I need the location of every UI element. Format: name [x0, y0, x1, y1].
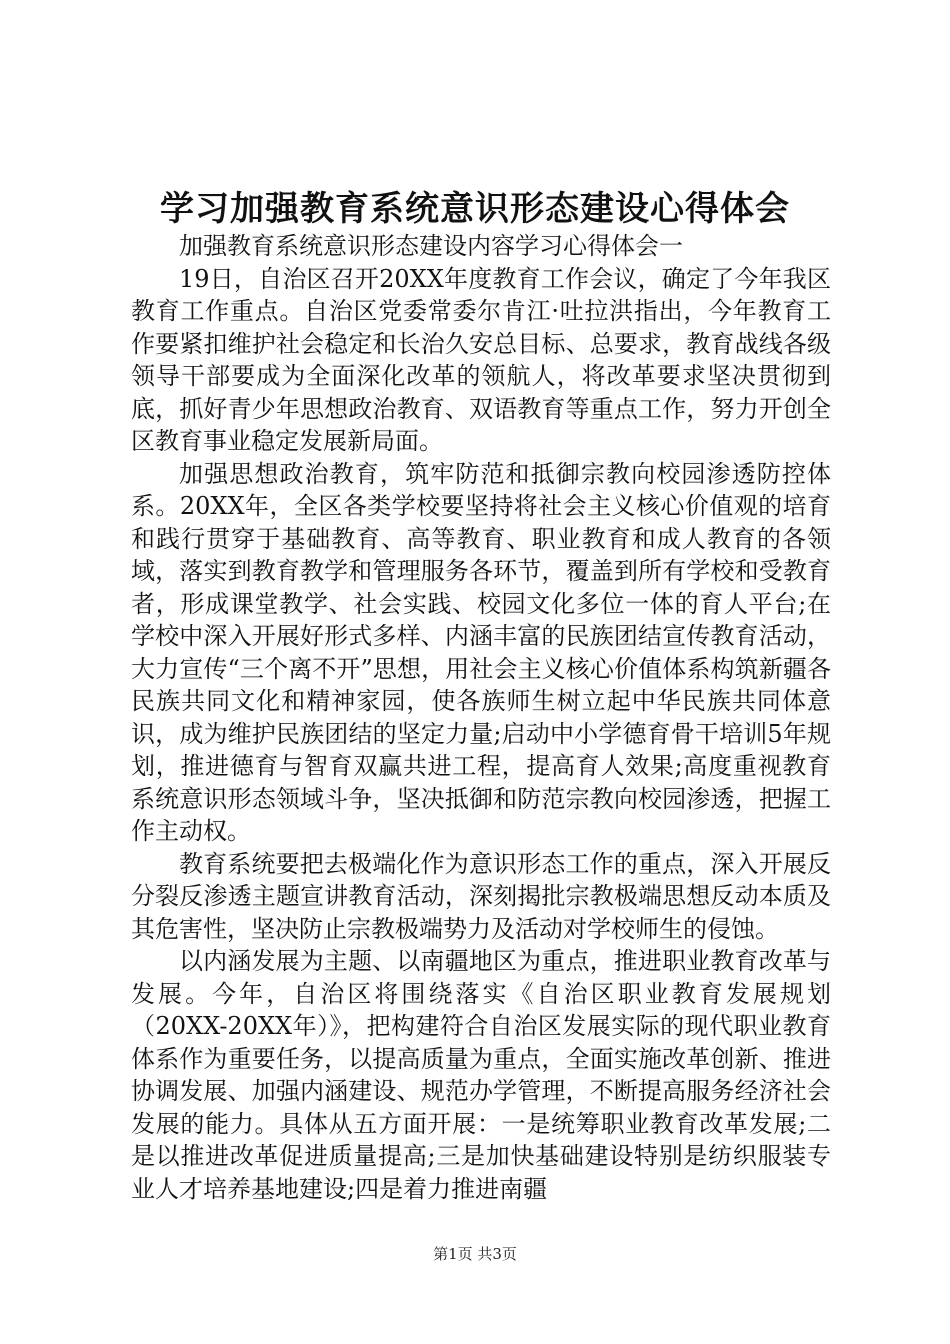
body-paragraph: 加强思想政治教育，筑牢防范和抵御宗教向校园渗透防控体系。20XX年，全区各类学校要坚持将社会主义核心价值观的培育和践行贯穿于基础教育、高等教育、职业教育和成人教育的各领域，落实到教育教学和管理服务各环节，覆盖到所有学校和受教育者，形成课堂教学、社会实践、校园文化多位一体的育人平台;在学校中深入开展好形式多样、内涵丰富的民族团结宣传教育活动，大力宣传“三个离不开”思想，用社会主义核心价值体系构筑新疆各民族共同文化和精神家园，使各族师生树立起中华民族共同体意识，成为维护民族团结的坚定力量;启动中小学德育骨干培训5年规划，推进德育与智育双赢共进工程，提高育人效果;高度重视教育系统意识形态领域斗争，坚决抵御和防范宗教向校园渗透，把握工作主动权。: [131, 459, 831, 845]
document-subtitle: 加强教育系统意识形态建设内容学习心得体会一: [179, 232, 683, 260]
document-title: 学习加强教育系统意识形态建设心得体会: [160, 189, 790, 229]
body-paragraph: 教育系统要把去极端化作为意识形态工作的重点，深入开展反分裂反渗透主题宣讲教育活动，深刻揭批宗教极端思想反动本质及其危害性，坚决防止宗教极端势力及活动对学校师生的侵蚀。: [131, 849, 831, 943]
body-paragraph: 19日，自治区召开20XX年度教育工作会议，确定了今年我区教育工作重点。自治区党委常委尔肯江·吐拉洪指出，今年教育工作要紧扣维护社会稳定和长治久安总目标、总要求，教育战线各级领导干部要成为全面深化改革的领航人，将改革要求坚决贯彻到底，抓好青少年思想政治教育、双语教育等重点工作，努力开创全区教育事业稳定发展新局面。: [131, 264, 831, 455]
document-body: [131, 230, 831, 1205]
page-number-footer: 第1页 共3页: [433, 1245, 517, 1263]
body-paragraph: 以内涵发展为主题、以南疆地区为重点，推进职业教育改革与发展。今年，自治区将围绕落实《自治区职业教育发展规划（20XX-20XX年）》，把构建符合自治区发展实际的现代职业教育体系作为重要任务，以提高质量为重点，全面实施改革创新、推进协调发展、加强内涵建设、规范办学管理，不断提高服务经济社会发展的能力。具体从五方面开展：一是统筹职业教育改革发展;二是以推进改革促进质量提高;三是加快基础建设特别是纺织服装专业人才培养基地建设;四是着力推进南疆: [131, 947, 831, 1203]
